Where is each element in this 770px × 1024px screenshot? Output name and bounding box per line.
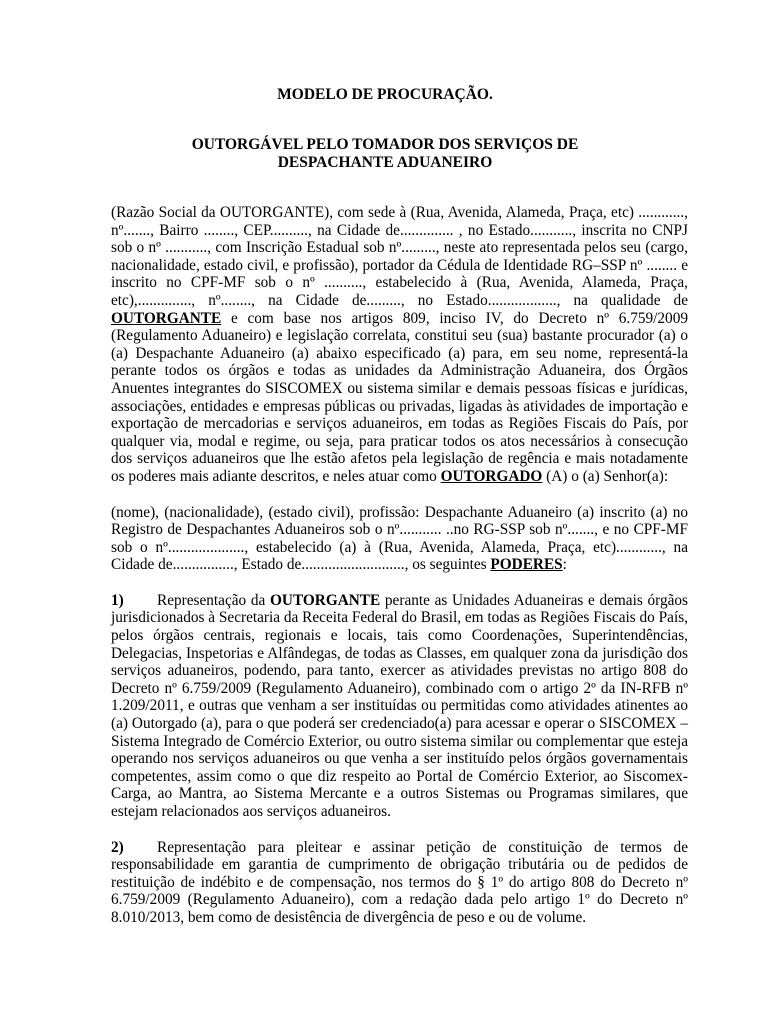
- item-2-number: 2): [111, 838, 124, 856]
- item-1-outorgante: OUTORGANTE: [270, 591, 381, 609]
- attorney-paragraph: [111, 504, 688, 574]
- item-1-number: 1): [111, 591, 124, 609]
- document-title: MODELO DE PROCURAÇÃO.: [277, 86, 493, 103]
- grantor-text-b: e com base nos artigos 809, inciso IV, do Decreto nº 6.759/2009 (Regulamento Aduaneiro) e legislação correlata, constitui seu (sua) bastante procurador (a) o (a) Despachante Aduaneiro (a) abaixo especificado (a) para, em seu nome, representá-la perante todos os órgãos e todas as unidades da Administração Aduaneira, dos Órgãos Anuentes integrantes do SISCOMEX ou sistema similar e demais pessoas físicas e jurídicas, associações, entidades e empresas públicas ou privadas, ligadas às atividades de importação e exportação de mercadorias e serviços aduaneiros, em todas as Regiões Fiscais do País, por qualquer via, modal e regime, ou seja, para praticar todos os atos necessários à consecução dos serviços aduaneiros que lhe estão afetos pela legislação de regência e mais notadamente os poderes mais adiante descritos, e neles atuar como: [111, 309, 688, 485]
- item-1-text-a: Representação da: [157, 591, 270, 609]
- grantor-paragraph: [111, 204, 688, 486]
- document-body: [111, 204, 688, 945]
- document-subtitle: [0, 136, 770, 172]
- item-1-text-b: perante as Unidades Aduaneiras e demais órgãos jurisdicionados à Secretaria da Receita Federal do Brasil, em todas as Regiões Fiscais do País, pelos órgãos centrais, regionais e locais, tais como Coordenações, Superintendências, Delegacias, Inspetorias e Alfândegas, de todas as Classes, em qualquer zona da jurisdição dos serviços aduaneiros, podendo, para tanto, exercer as atividades previstas no artigo 808 do Decreto nº 6.759/2009 (Regulamento Aduaneiro), combinado com o artigo 2º da IN-RFB nº 1.209/2011, e outras que venham a ser instituídas ou permitidas como atividades atinentes ao (a) Outorgado (a), para o que poderá ser credenciado(a) para acessar e operar o SISCOMEX – Sistema Integrado de Comércio Exterior, ou outro sistema similar ou complementar que esteja operando nos serviços aduaneiros ou que venha a ser instituído pelos órgãos governamentais competentes, assim como o que diz respeito ao Portal de Comércio Exterior, ao Siscomex-Carga, ao Mantra, ao Sistema Mercante e a outros Sistemas ou Programas similares, que estejam relacionados aos serviços aduaneiros.: [111, 591, 688, 820]
- subtitle-line-2: DESPACHANTE ADUANEIRO: [277, 154, 493, 171]
- poderes-term: PODERES: [490, 556, 563, 574]
- item-2-text: Representação para pleitear e assinar petição de constituição de termos de responsabilidade em garantia de cumprimento de obrigação tributária ou de pedidos de restituição de indébito e de compensação, nos termos do § 1º do artigo 808 do Decreto nº 6.759/2009 (Regulamento Aduaneiro), com a redação dada pelo artigo 1º do Decreto nº 8.010/2013, bem como de desistência de divergência de peso e ou de volume.: [111, 838, 688, 926]
- attorney-text-b: :: [562, 556, 567, 574]
- subtitle-line-1: OUTORGÁVEL PELO TOMADOR DOS SERVIÇOS DE: [191, 136, 579, 153]
- power-item-2: [111, 839, 688, 927]
- outorgante-term: OUTORGANTE: [111, 309, 222, 327]
- grantor-text-c: (A) o (a) Senhor(a):: [542, 467, 669, 485]
- outorgado-term: OUTORGADO: [440, 467, 543, 485]
- power-item-1: [111, 592, 688, 821]
- attorney-text-a: (nome), (nacionalidade), (estado civil), profissão: Despachante Aduaneiro (a) inscrito (a) no Registro de Despachantes Aduaneiros sob o nº........... ..no RG-SSP sob nº......., e no CPF-MF sob o nº...................., estabelecido (a) à (Rua, Avenida, Alameda, Praça, etc)............, na Cidade de................, Estado de..........................., os seguintes: [111, 503, 688, 574]
- grantor-text-a: (Razão Social da OUTORGANTE), com sede à (Rua, Avenida, Alameda, Praça, etc) ............, nº......., Bairro ........, CEP.........., na Cidade de.............. , no Estado..........., inscrita no CNPJ sob o nº ..........., com Inscrição Estadual sob nº........., neste ato representada pelos seu (cargo, nacionalidade, estado civil, e profissão), portador da Cédula de Identidade RG–SSP nº ........ e inscrito no CPF-MF sob o nº .........., estabelecido à (Rua, Avenida, Alameda, Praça, etc),.............., nº........, na Cidade de........., no Estado.................., na qualidade de: [111, 204, 688, 309]
